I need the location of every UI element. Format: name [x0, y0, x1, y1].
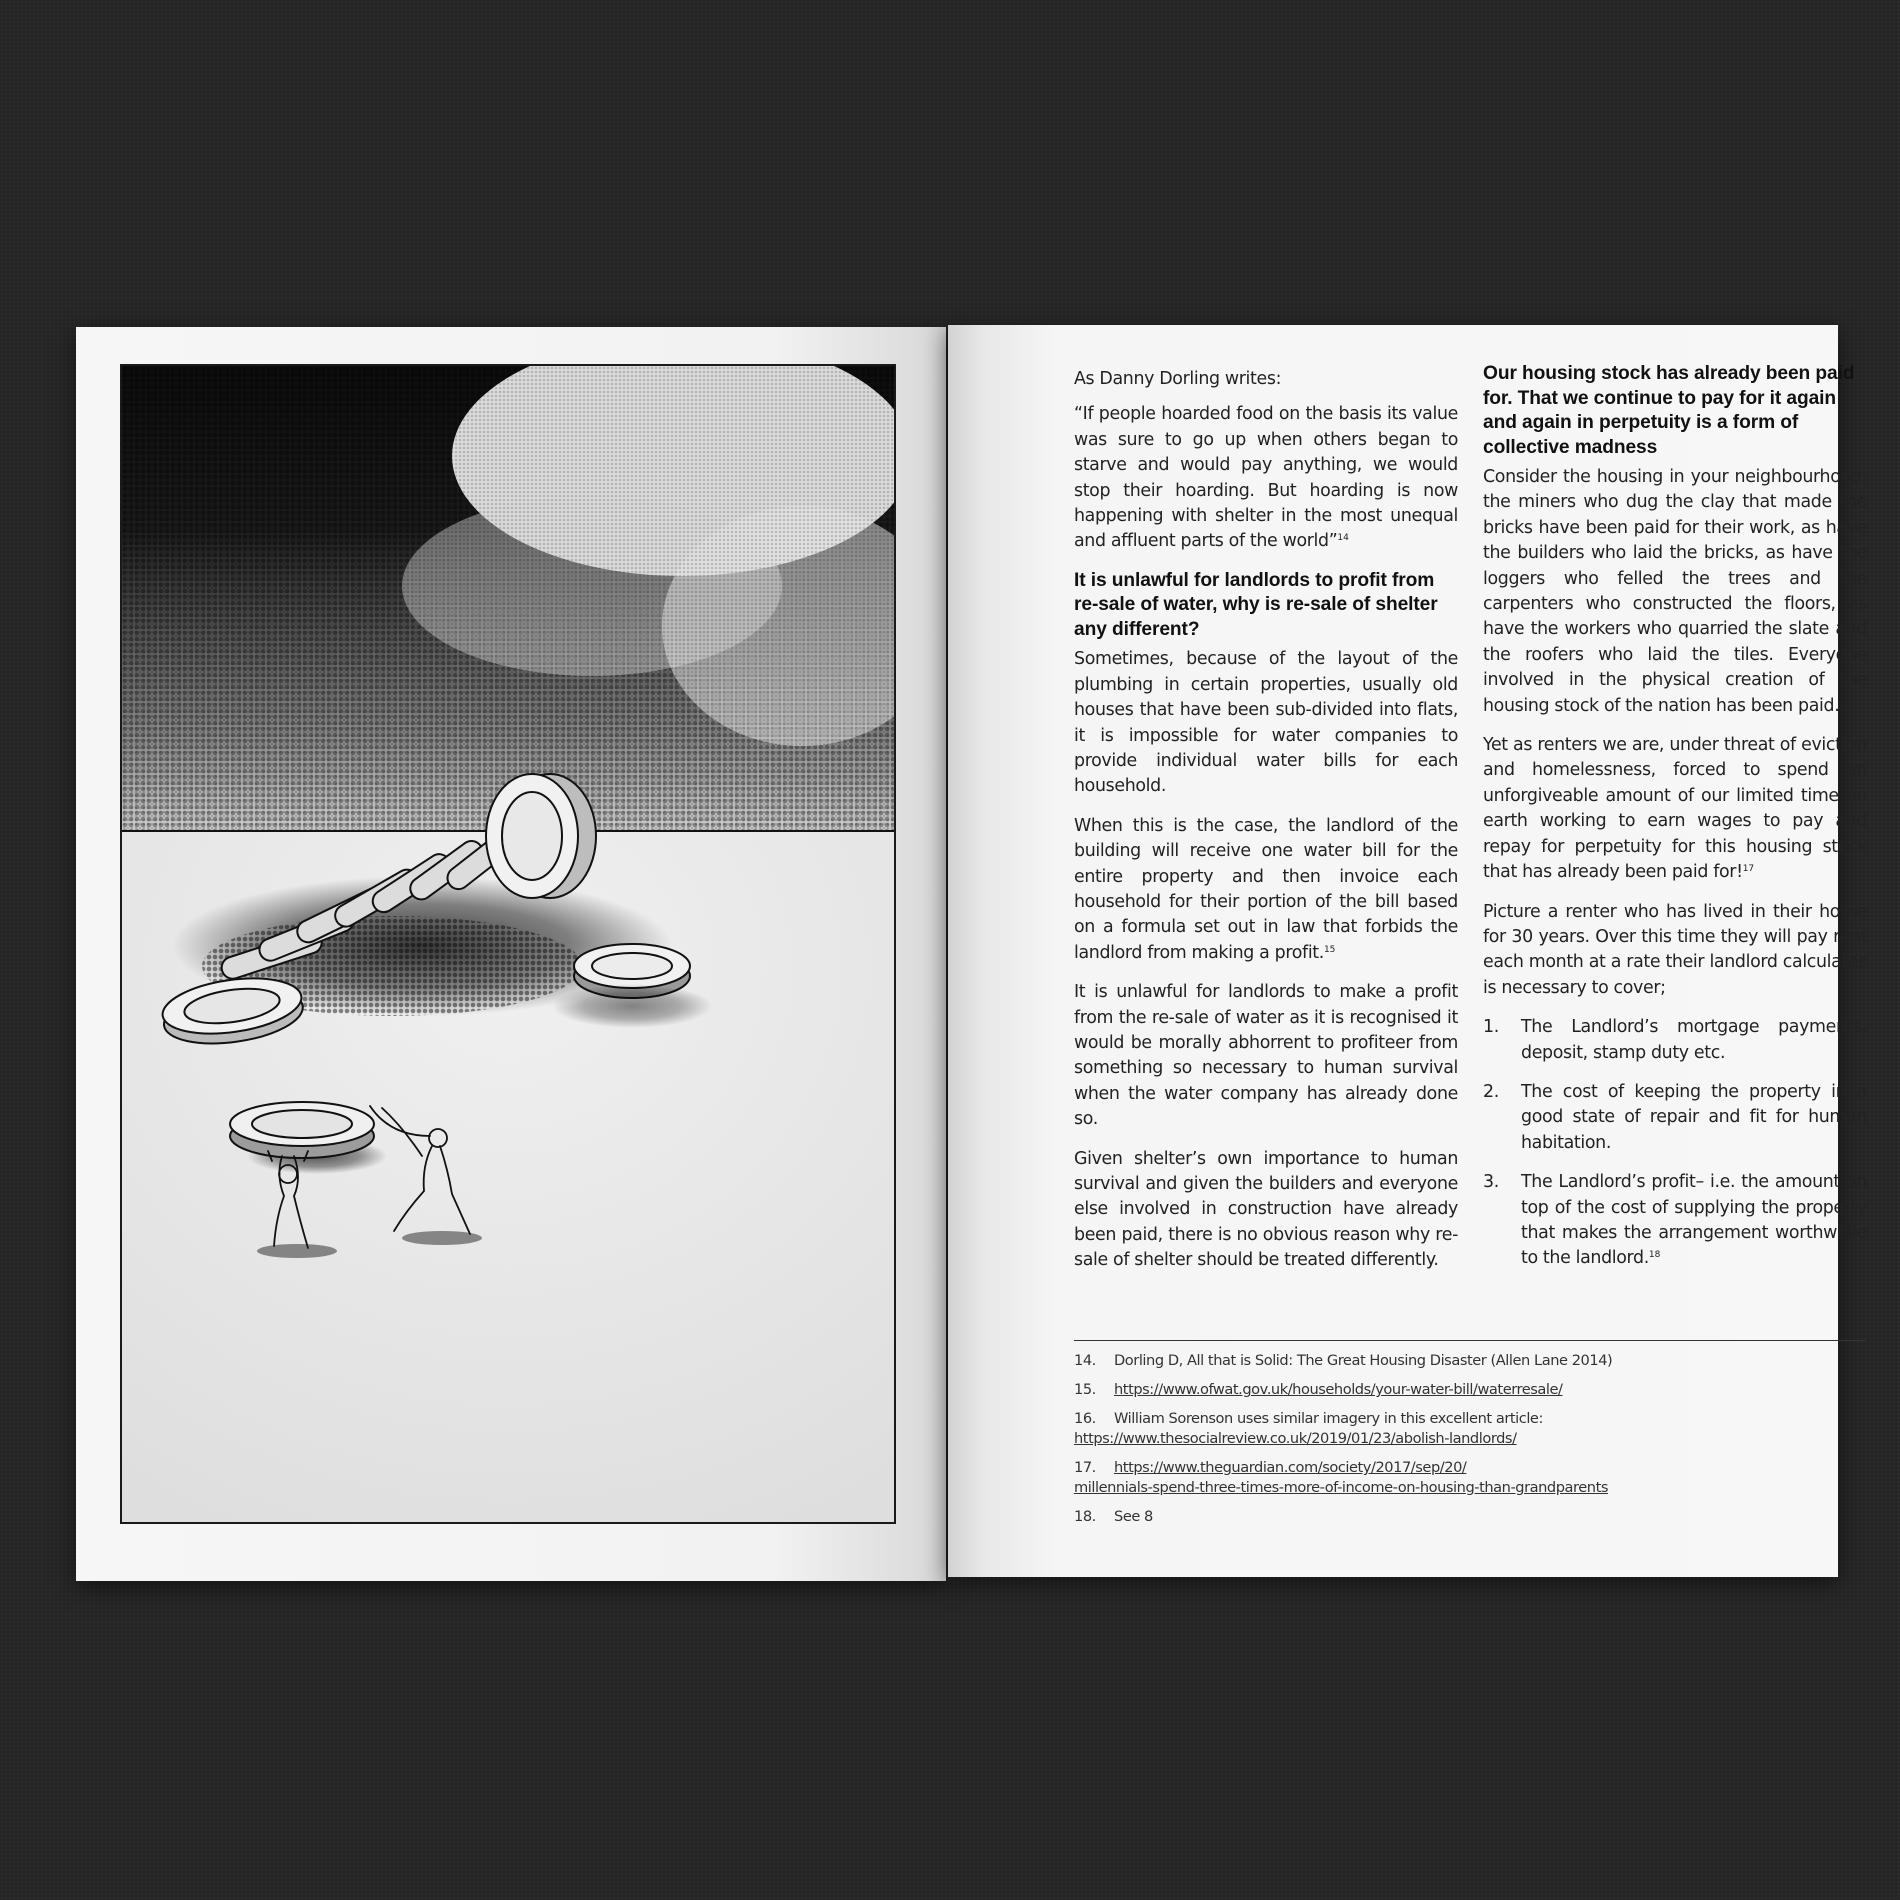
paragraph — [1074, 814, 1458, 966]
footnote-ref-16: 16 — [1839, 697, 1851, 708]
list-item — [1483, 1170, 1867, 1272]
left-page — [76, 327, 946, 1581]
paragraph: It is unlawful for landlords to make a profit from the re-sale of water as it is recognised it would be morally abhorrent to profiteer from something so necessary to human survival when the water company has already done so. — [1074, 982, 1458, 1130]
footnote-ref-18: 18 — [1648, 1250, 1661, 1261]
footnote-17 — [1074, 1458, 1874, 1498]
footnote-text: See 8 — [1114, 1508, 1153, 1525]
paragraph-text: Consider the housing in your neighbourhood; the miners who dug the clay that made the bricks have been paid for their work, as have the builders who laid the bricks, as have the loggers who felled the trees and the carpenters who constructed the floors, as have the workers who quarried the slate and the roofers who laid the tiles. Everyone involved in the physical creation of the housing stock of the nation has been paid. — [1483, 467, 1867, 716]
intro-line: As Danny Dorling writes: — [1074, 369, 1282, 389]
footnote-link[interactable]: https://www.thesocialreview.co.uk/2019/01/23/abolish-landlords/ — [1074, 1430, 1517, 1447]
footnote-link[interactable]: https://www.theguardian.com/society/2017/sep/20/ — [1114, 1459, 1467, 1476]
list-number: 1. — [1483, 1017, 1499, 1038]
paragraph — [1483, 465, 1867, 719]
coins-illustration-svg — [122, 366, 894, 1522]
dorling-quote — [1074, 402, 1458, 554]
list-item — [1483, 1080, 1867, 1156]
footnote-number: 14. — [1074, 1352, 1096, 1369]
section-heading-housing-stock: Our housing stock has already been paid for. That we continue to pay for it again and again in perpetuity is a form of collective madness — [1483, 363, 1855, 458]
booklet-spread — [76, 325, 1867, 1582]
footnote-number: 16. — [1074, 1410, 1096, 1427]
list-item — [1483, 1015, 1867, 1066]
footnote-text: William Sorenson uses similar imagery in this excellent article: — [1114, 1410, 1543, 1427]
footnote-number: 15. — [1074, 1381, 1096, 1398]
footnote-ref-15: 15 — [1323, 944, 1336, 955]
paragraph: Given shelter’s own importance to human survival and given the builders and everyone else involved in construction have already been paid, there is no obvious reason why re-sale of shelter should be treated differently. — [1074, 1148, 1458, 1271]
paragraph-text: When this is the case, the landlord of the building will receive one water bill for the entire property and then invoice each household for their portion of the bill based on a formula set out in law that forbids the landlord from making a profit. — [1074, 815, 1458, 963]
footnote-link[interactable]: https://www.ofwat.gov.uk/households/your-water-bill/waterresale/ — [1114, 1381, 1563, 1398]
footnote-ref-17: 17 — [1742, 864, 1755, 875]
footnote-16 — [1074, 1409, 1874, 1449]
right-page — [948, 325, 1867, 1577]
paragraph: Picture a renter who has lived in their home for 30 years. Over this time they will pay rent each month at a rate their landlord calculates is necessary to cover; — [1483, 901, 1867, 998]
footnote-number: 17. — [1074, 1459, 1096, 1476]
list-text: The Landlord’s profit– i.e. the amount on top of the cost of supplying the property that makes the arrangement worthwhile to the landlord. — [1521, 1172, 1867, 1269]
paragraph — [1483, 733, 1867, 885]
list-number: 2. — [1483, 1081, 1499, 1102]
text-column-left — [1074, 367, 1458, 1288]
quote-text: “If people hoarded food on the basis its value was sure to go up when others began to starve and would pay anything, we would stop their hoarding. But hoarding is now happening with shelter in the most unequal and affluent parts of the world” — [1074, 404, 1458, 552]
footnotes — [1074, 1351, 1874, 1536]
footnote-ref-14: 14 — [1337, 533, 1349, 544]
paragraph: Sometimes, because of the layout of the plumbing in certain properties, usually old houses that have been sub-divided into flats, it is impossible for water companies to provide individual water bills for each household. — [1074, 649, 1458, 797]
footnote-text: Dorling D, All that is Solid: The Great Housing Disaster (Allen Lane 2014) — [1114, 1352, 1613, 1369]
footnote-14 — [1074, 1351, 1874, 1371]
text-column-right — [1483, 363, 1867, 1286]
cost-list — [1483, 1015, 1867, 1272]
footnote-divider — [1074, 1340, 1866, 1341]
footnote-15 — [1074, 1380, 1874, 1400]
list-number: 3. — [1483, 1172, 1499, 1193]
coins-illustration — [120, 364, 896, 1524]
section-heading-water: It is unlawful for landlords to profit from re-sale of water, why is re-sale of shelter any different? — [1074, 569, 1438, 640]
paragraph-text: Yet as renters we are, under threat of eviction and homelessness, forced to spend an unforgiveable amount of our limited time on earth working to earn wages to pay and repay for perpetuity for this housing stock that has already been paid for! — [1483, 735, 1867, 883]
footnote-18 — [1074, 1507, 1874, 1527]
list-text: The Landlord’s mortgage payments, deposit, stamp duty etc. — [1521, 1017, 1867, 1063]
footnote-number: 18. — [1074, 1508, 1096, 1525]
list-text: The cost of keeping the property in a good state of repair and fit for human habitation. — [1521, 1081, 1867, 1153]
footnote-link-continued[interactable]: millennials-spend-three-times-more-of-income-on-housing-than-grandparents — [1074, 1479, 1609, 1496]
